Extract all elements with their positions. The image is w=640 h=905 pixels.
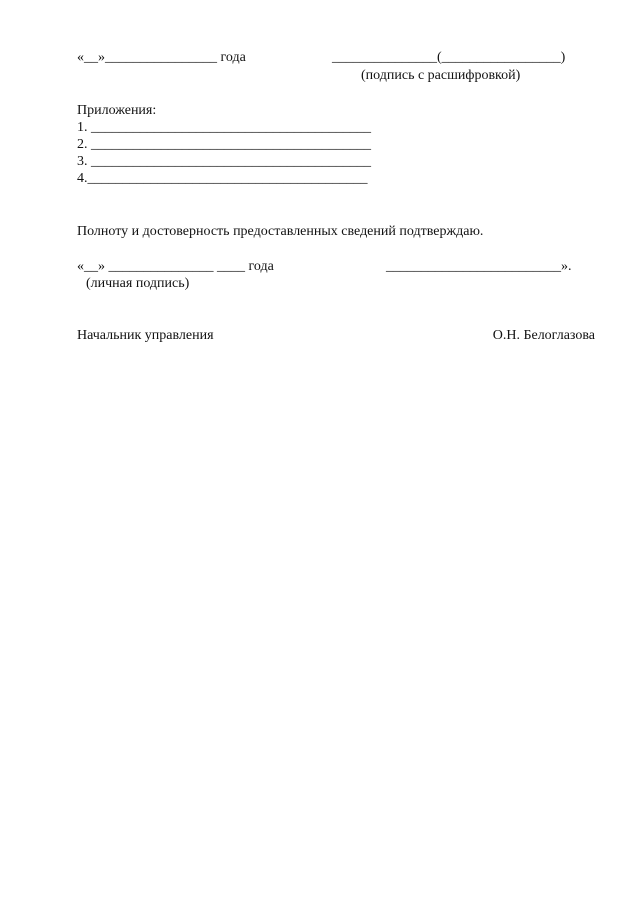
attachment-item-3: 3. ________________________________________ [77, 154, 371, 169]
signature-line-1: _______________(_________________) [332, 50, 566, 65]
attachment-item-4: 4.________________________________________ [77, 171, 368, 186]
signature-caption-2: (личная подпись) [86, 276, 190, 291]
attachment-item-2: 2. ________________________________________ [77, 137, 371, 152]
date-line-2: «__» _______________ ____ года [77, 259, 274, 274]
attachments-heading: Приложения: [77, 103, 157, 118]
signature-caption-1: (подпись с расшифровкой) [361, 68, 521, 83]
signature-line-2: _________________________». [386, 259, 572, 274]
confirmation-text: Полноту и достоверность предоставленных сведений подтверждаю. [77, 224, 484, 239]
footer-position: Начальник управления [77, 328, 214, 343]
footer-name: О.Н. Белоглазова [492, 328, 595, 343]
attachment-item-1: 1. ________________________________________ [77, 120, 371, 135]
date-line-1: «__»________________ года [77, 50, 246, 65]
